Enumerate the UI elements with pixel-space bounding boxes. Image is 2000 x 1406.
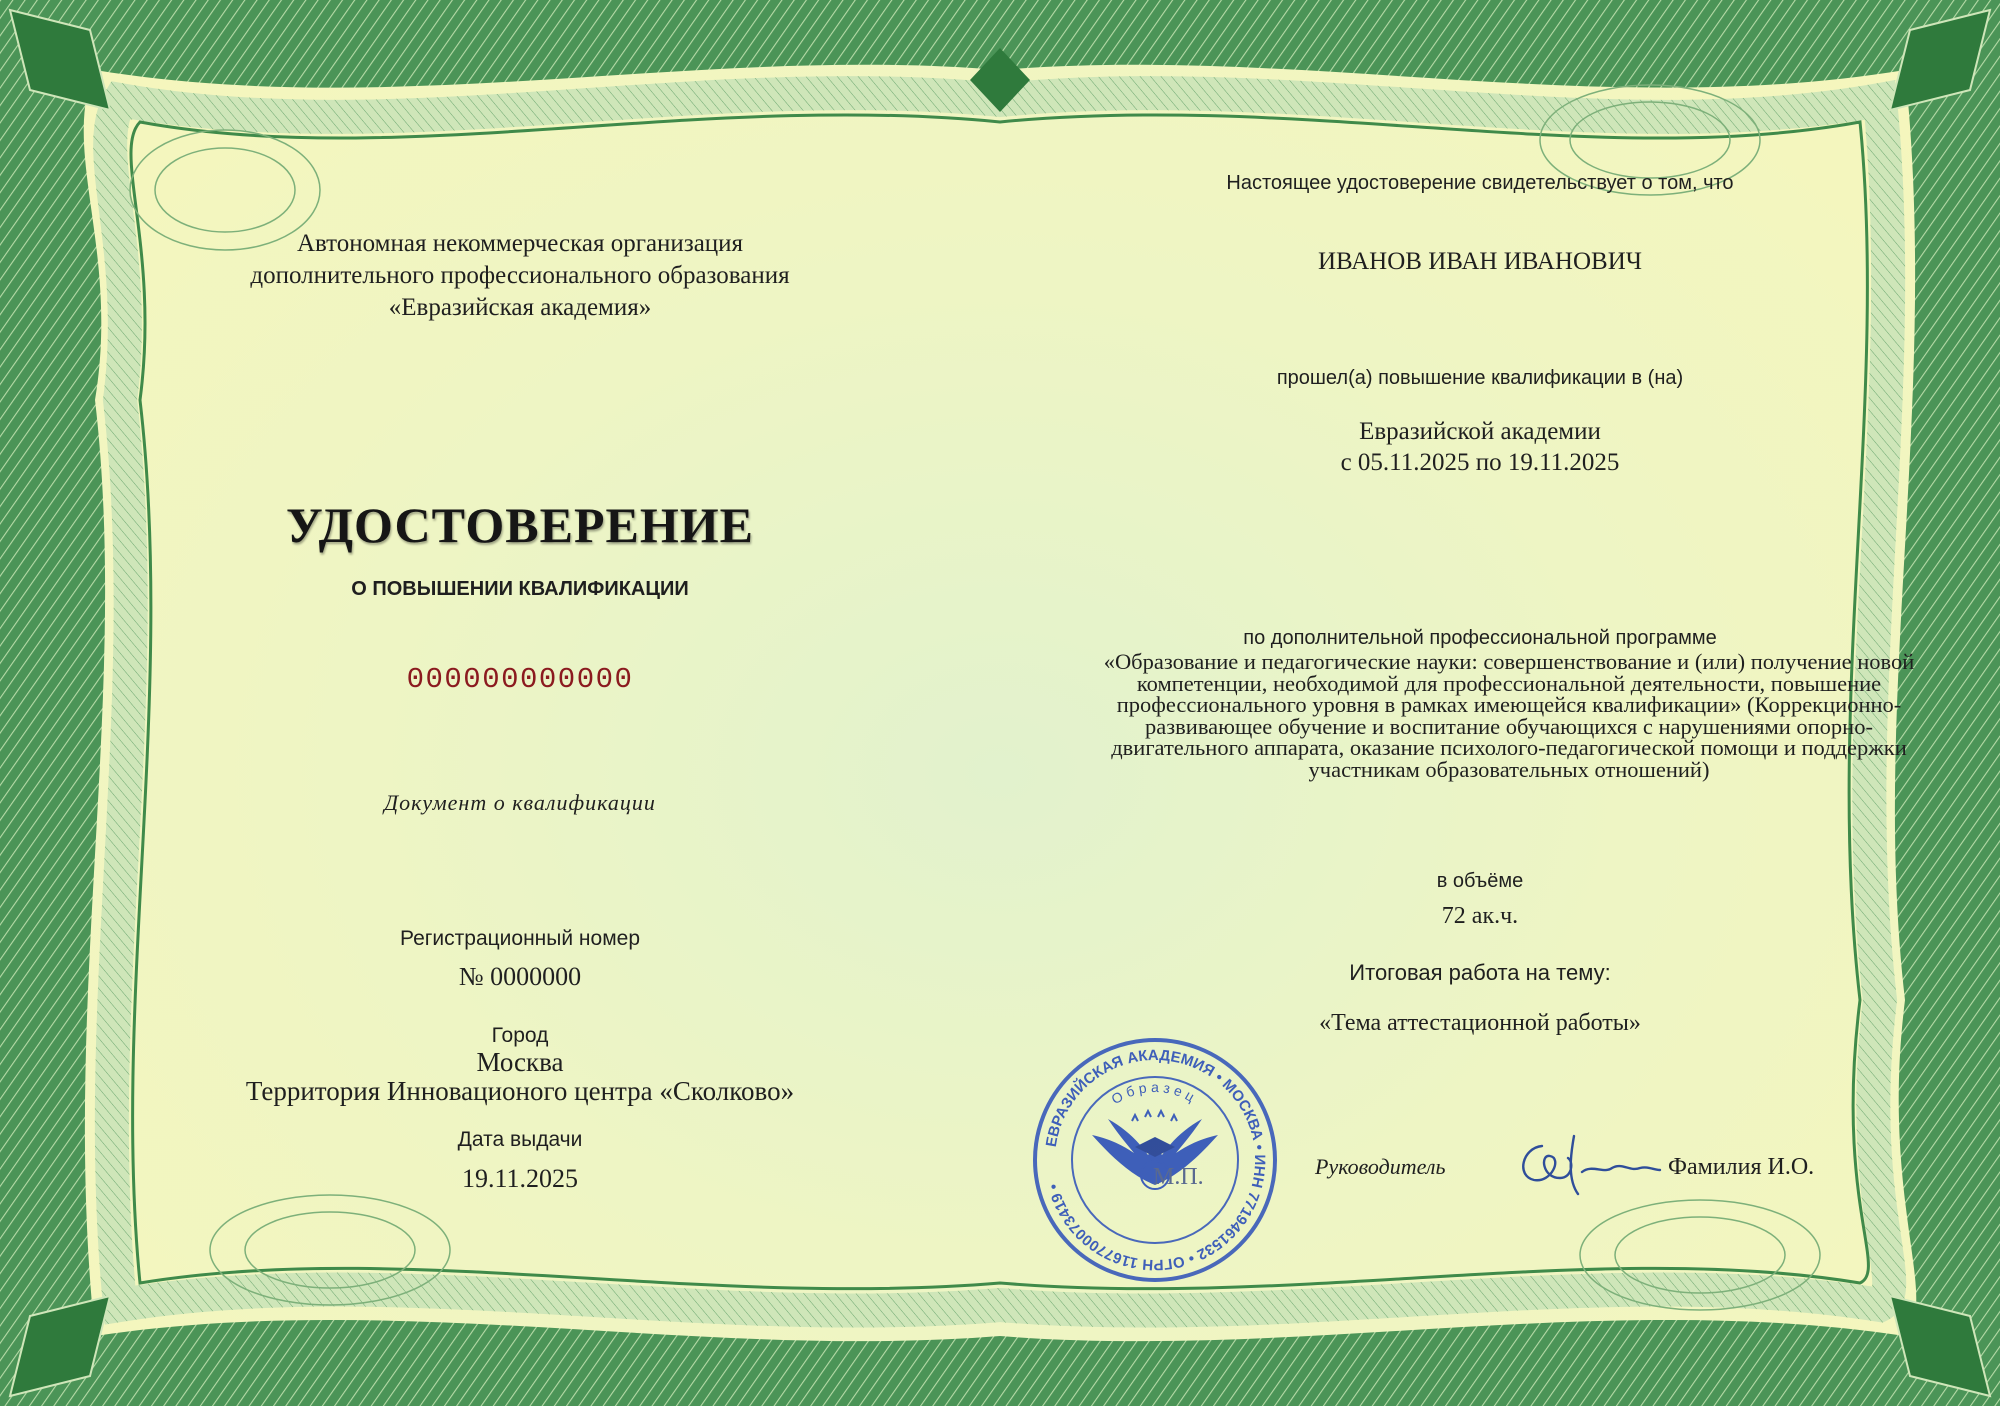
volume-value: 72 ак.ч. <box>1441 903 1519 929</box>
issue-date: 19.11.2025 <box>461 1164 579 1193</box>
seal-outer-text: ЕВРАЗИЙСКАЯ АКАДЕМИЯ • МОСКВА • ИНН 7719461532 • ОГРН 1167700073419 • <box>1042 1046 1269 1274</box>
city-name: Москва <box>476 1047 564 1077</box>
document-serial-number: 000000000000 <box>406 663 634 696</box>
official-seal-stamp <box>1030 1035 1280 1285</box>
holder-name: ИВАНОВ ИВАН ИВАНОВИЧ <box>1317 248 1643 275</box>
head-name: Фамилия И.О. <box>1668 1154 1815 1180</box>
certification-intro: Настоящее удостоверение свидетельствует о том, что <box>1226 172 1734 194</box>
registration-number-label: Регистрационный номер <box>400 927 640 950</box>
seal-placement-mark: М.П. <box>1153 1164 1204 1190</box>
seal-inner-text: Образец <box>1108 1078 1201 1108</box>
document-subtitle: О ПОВЫШЕНИИ КВАЛИФИКАЦИИ <box>351 578 689 600</box>
org-line-2: дополнительного профессионального образования <box>250 262 790 289</box>
final-work-topic: «Тема аттестационной работы» <box>1319 1010 1641 1036</box>
organization-name-block <box>190 228 850 324</box>
training-period: с 05.11.2025 по 19.11.2025 <box>1340 449 1620 476</box>
org-line-1: Автономная некоммерческая организация <box>296 230 744 257</box>
head-label: Руководитель <box>1315 1154 1446 1179</box>
city-territory: Территория Инновационого центра «Сколково» <box>245 1076 795 1106</box>
document-title: УДОСТОВЕРЕНИЕ <box>286 497 754 553</box>
document-kind: Документ о квалификации <box>384 790 656 815</box>
academy-name: Евразийской академии <box>1359 418 1601 445</box>
registration-number: № 0000000 <box>458 962 582 991</box>
city-label: Город <box>491 1024 549 1047</box>
program-description: «Образование и педагогические науки: совершенствование и (или) получение новой компетенции, необходимой для профессиональной деятельности, повышение профессионального уровня в рамках имеющейся квалификации» (Коррекционно-развивающее обучение и воспитание обучающихся с нарушениями опорно-двигательного аппарата, оказание психолого-педагогической помощи и поддержки участникам образовательных отношений) <box>1103 649 1915 782</box>
handwritten-signature-icon <box>1512 1128 1662 1198</box>
completion-statement: прошел(а) повышение квалификации в (на) <box>1276 367 1684 389</box>
org-line-3: «Евразийская академия» <box>388 294 652 321</box>
final-work-label: Итоговая работа на тему: <box>1349 960 1611 985</box>
program-intro: по дополнительной профессиональной программе <box>1243 627 1717 649</box>
issue-date-label: Дата выдачи <box>457 1128 583 1151</box>
volume-label: в объёме <box>1436 870 1524 892</box>
